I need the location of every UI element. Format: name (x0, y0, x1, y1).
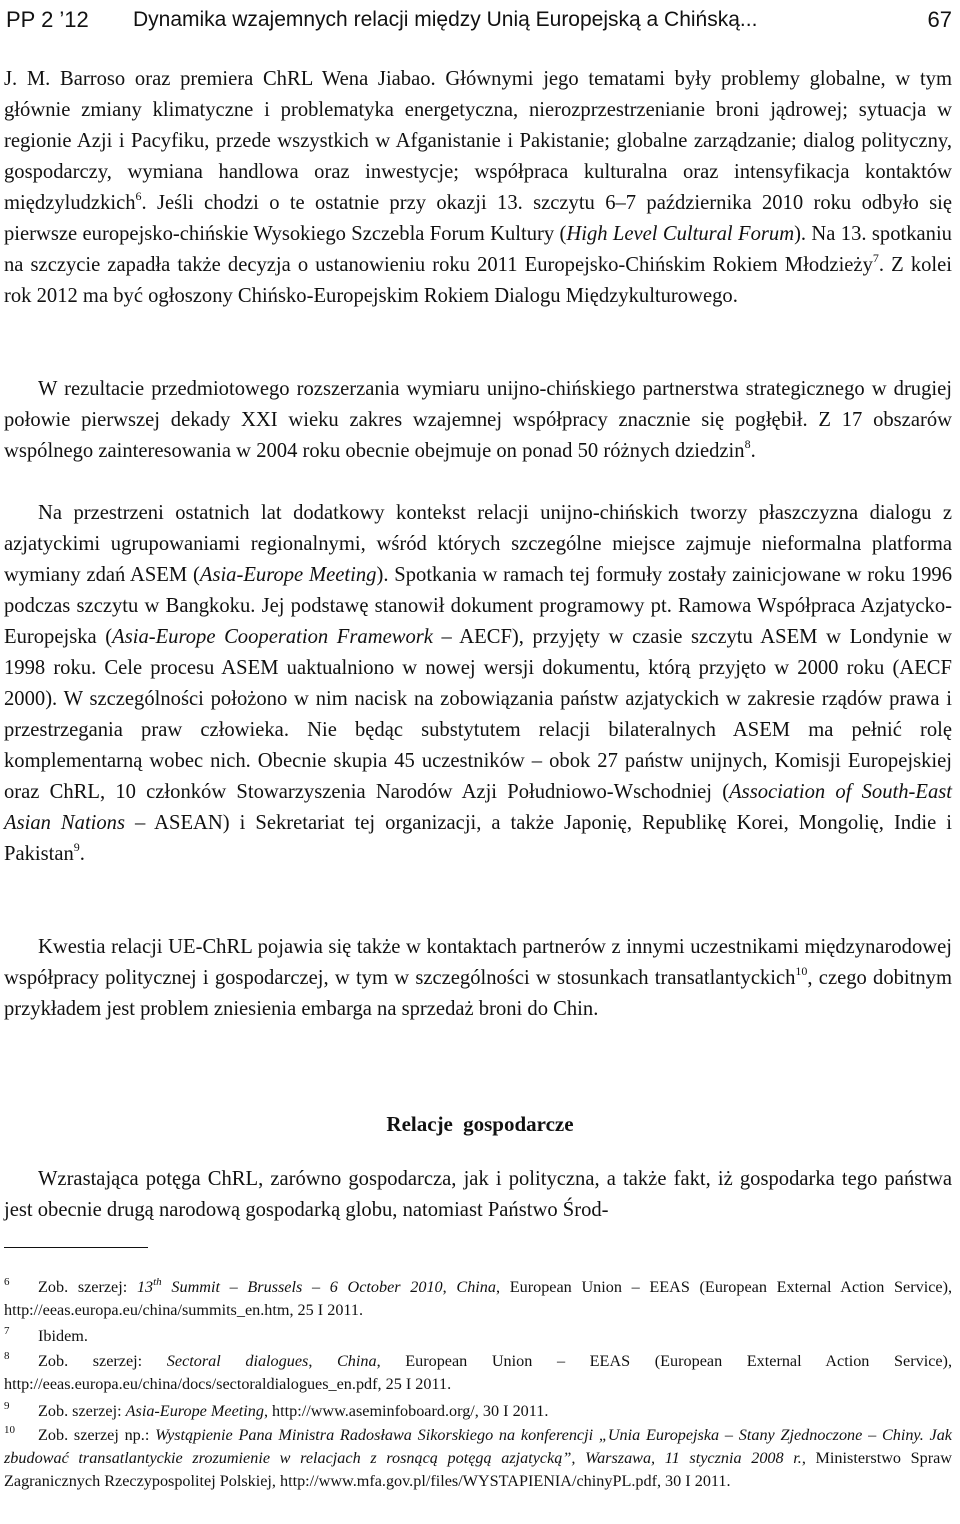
text-run: Kwestia relacji UE-ChRL pojawia się także w kontaktach partnerów z innymi uczestnikami międzynarodowej współpracy politycznej i gospodarczej, w tym w szczególności w stosunkach transatlantyckich (4, 936, 952, 989)
italic-run: Asia-Europe Meeting (199, 564, 377, 586)
italic-run: Wystąpienie Pana Ministra Radosława Sikorskiego na konferencji „Unia Europejska – Stany Zjednoczone – Chiny. Jak zbudować transatlantyckie zrozumienie w relacjach z rosnącą potęgą azjatycką”, Warszawa, 11 stycznia 2008 r. (4, 1426, 952, 1467)
text-run: Zob. szerzej: (38, 1352, 167, 1370)
italic-run: 13 (136, 1278, 154, 1296)
running-title: Dynamika wzajemnych relacji między Unią Europejską a Chińską... (133, 8, 758, 31)
italic-run: Asia-Europe Cooperation Framework (112, 626, 433, 648)
page-number: 67 (927, 7, 952, 32)
text-run: , czego dobitnym przykładem jest problem zniesienia embarga na sprzedaż broni do Chin. (4, 967, 952, 1020)
footnote-ref-7[interactable]: 7 (872, 251, 879, 266)
text-run: , Ministerstwo Spraw Zagranicznych Rzeczypospolitej Polskiej, http://www.mfa.gov.pl/files/WYSTAPIENIA/chinyPL.pdf, 30 I 2011. (4, 1449, 953, 1490)
italic-run: Asia-Europe Meeting (125, 1402, 264, 1420)
italic-run: China (336, 1352, 377, 1370)
body-paragraph-1 (4, 64, 952, 312)
text-run: – AECF), przyjęty w czasie szczytu ASEM w Londynie w 1998 roku. Cele procesu ASEM uaktualniono w nowej wersji dokumentu, którą przyjęto w 2000 roku (AECF 2000). W szczególności położono w nim nacisk na zobowiązania państw azjatyckich w zakresie rządów prawa i przestrzegania praw człowieka. Nie będąc substytutem relacji bilateralnych ASEM ma pełnić rolę komplementarną wobec nich. Obecnie skupia 45 uczestników – obok 27 państw unijnych, Komisji Europejskiej oraz ChRL, 10 członków Stowarzyszenia Narodów Azji Południowo-Wschodniej ( (4, 626, 953, 803)
footnote-number: 10 (4, 1423, 15, 1436)
section-heading: Relacje gospodarcze (386, 1112, 574, 1136)
body-paragraph-4 (4, 932, 952, 1025)
footnote-number: 7 (4, 1324, 10, 1337)
footnote-number: 9 (4, 1399, 10, 1412)
text-run: ). Na 13. spotkaniu na szczycie zapadła także decyzja o ustanowieniu roku 2011 Europejsko-Chińskim Rokiem Młodzieży (4, 223, 952, 276)
footnote-ref-9[interactable]: 9 (73, 840, 80, 855)
text-run: W rezultacie przedmiotowego rozszerzania wymiaru unijno-chińskiego partnerstwa strategicznego w drugiej połowie pierwszej dekady XXI wieku zakres wzajemnej współpracy znacznie się pogłębił. Z 17 obszarów wspólnego zainteresowania w 2004 roku obecnie obejmuje on ponad 50 różnych dziedzin (4, 378, 952, 462)
footnote-10 (4, 1424, 952, 1493)
text-run: Zob. szerzej np.: (38, 1426, 156, 1444)
footnote-8 (4, 1350, 952, 1396)
body-paragraph-5 (4, 1164, 952, 1226)
text-run: . Z kolei rok 2012 ma być ogłoszony Chińsko-Europejskim Rokiem Dialogu Międzykulturowego. (4, 254, 952, 307)
text-run: Wzrastająca potęga ChRL, zarówno gospodarcza, jak i polityczna, a także fakt, iż gospodarka tego państwa jest obecnie drugą narodową gospodarką globu, natomiast Państwo Środ- (4, 1168, 952, 1221)
footnote-7 (4, 1325, 952, 1348)
text-run: , European Union – EEAS (European External Action Service), http://eeas.europa.eu/china/summits_en.htm, 25 I 2011. (4, 1278, 953, 1319)
text-run: Zob. szerzej: (38, 1278, 137, 1296)
text-run: ). Spotkania w ramach tej formuły zostały zainicjowane w roku 1996 podczas szczytu w Bangkoku. Jej podstawę stanowił dokument programowy pt. Ramowa Współpraca Azjatycko-Europejska ( (4, 564, 952, 648)
body-paragraph-2 (4, 374, 952, 467)
text-run: , European Union – EEAS (European External Action Service), http://eeas.europa.eu/china/docs/sectoraldialogues_en.pdf, 25 I 2011. (4, 1352, 952, 1393)
footnote-6 (4, 1276, 952, 1322)
text-run: Na przestrzeni ostatnich lat dodatkowy kontekst relacji unijno-chińskich tworzy płaszczyzna dialogu z azjatyckimi ugrupowaniami regionalnymi, wśród których szczególne miejsce zajmuje nieformalna platforma wymiany zdań ASEM ( (4, 502, 952, 586)
text-run: , (442, 1278, 457, 1296)
italic-run: Sectoral dialogues (166, 1352, 309, 1370)
italic-run: High Level Cultural Forum (566, 223, 795, 245)
italic-run: Association of South-East Asian Nations (4, 781, 953, 834)
footnote-9 (4, 1400, 952, 1423)
italic-run: Summit – Brussels – 6 October 2010 (161, 1278, 443, 1296)
text-run: J. M. Barroso oraz premiera ChRL Wena Jiabao. Głównymi jego tematami były problemy globalne, w tym głównie zmiany klimatyczne i problematyka energetyczna, nierozprzestrzenianie broni jądrowej; sytuacja w regionie Azji i Pacyfiku, przede wszystkich w Afganistanie i Pakistanie; globalne zarządzanie; dialog polityczny, gospodarczy, wymiana handlowa oraz inwestycje; współpraca kulturalna oraz intensyfikacja kontaktów międzyludzkich (4, 68, 952, 214)
text-run: Ibidem. (38, 1327, 88, 1345)
text-run: , (308, 1352, 337, 1370)
running-header (6, 2, 952, 38)
footnote-ref-6[interactable]: 6 (135, 189, 142, 204)
body-paragraph-3 (4, 498, 952, 870)
text-run: Zob. szerzej: (38, 1402, 126, 1420)
footnote-separator (4, 1247, 148, 1248)
footnote-number: 6 (4, 1275, 10, 1288)
italic-run: China (456, 1278, 496, 1296)
text-run: , http://www.aseminfoboard.org/, 30 I 2011. (263, 1402, 549, 1420)
text-run: – ASEAN) i Sekretariat tej organizacji, a także Japonię, Republikę Korei, Mongolię, Indie i Pakistan (4, 812, 952, 865)
text-run: . Jeśli chodzi o te ostatnie przy okazji 13. szczytu 6–7 października 2010 roku odbyło się pierwsze europejsko-chińskie Wysokiego Szczebla Forum Kultury ( (4, 192, 952, 245)
text-run: . (79, 843, 85, 865)
footnote-number: 8 (4, 1349, 10, 1362)
italic-sup: th (153, 1275, 162, 1288)
footnote-ref-10[interactable]: 10 (795, 964, 808, 979)
journal-issue: PP 2 ’12 (6, 7, 89, 32)
footnote-ref-8[interactable]: 8 (744, 437, 751, 452)
text-run: . (750, 440, 756, 462)
